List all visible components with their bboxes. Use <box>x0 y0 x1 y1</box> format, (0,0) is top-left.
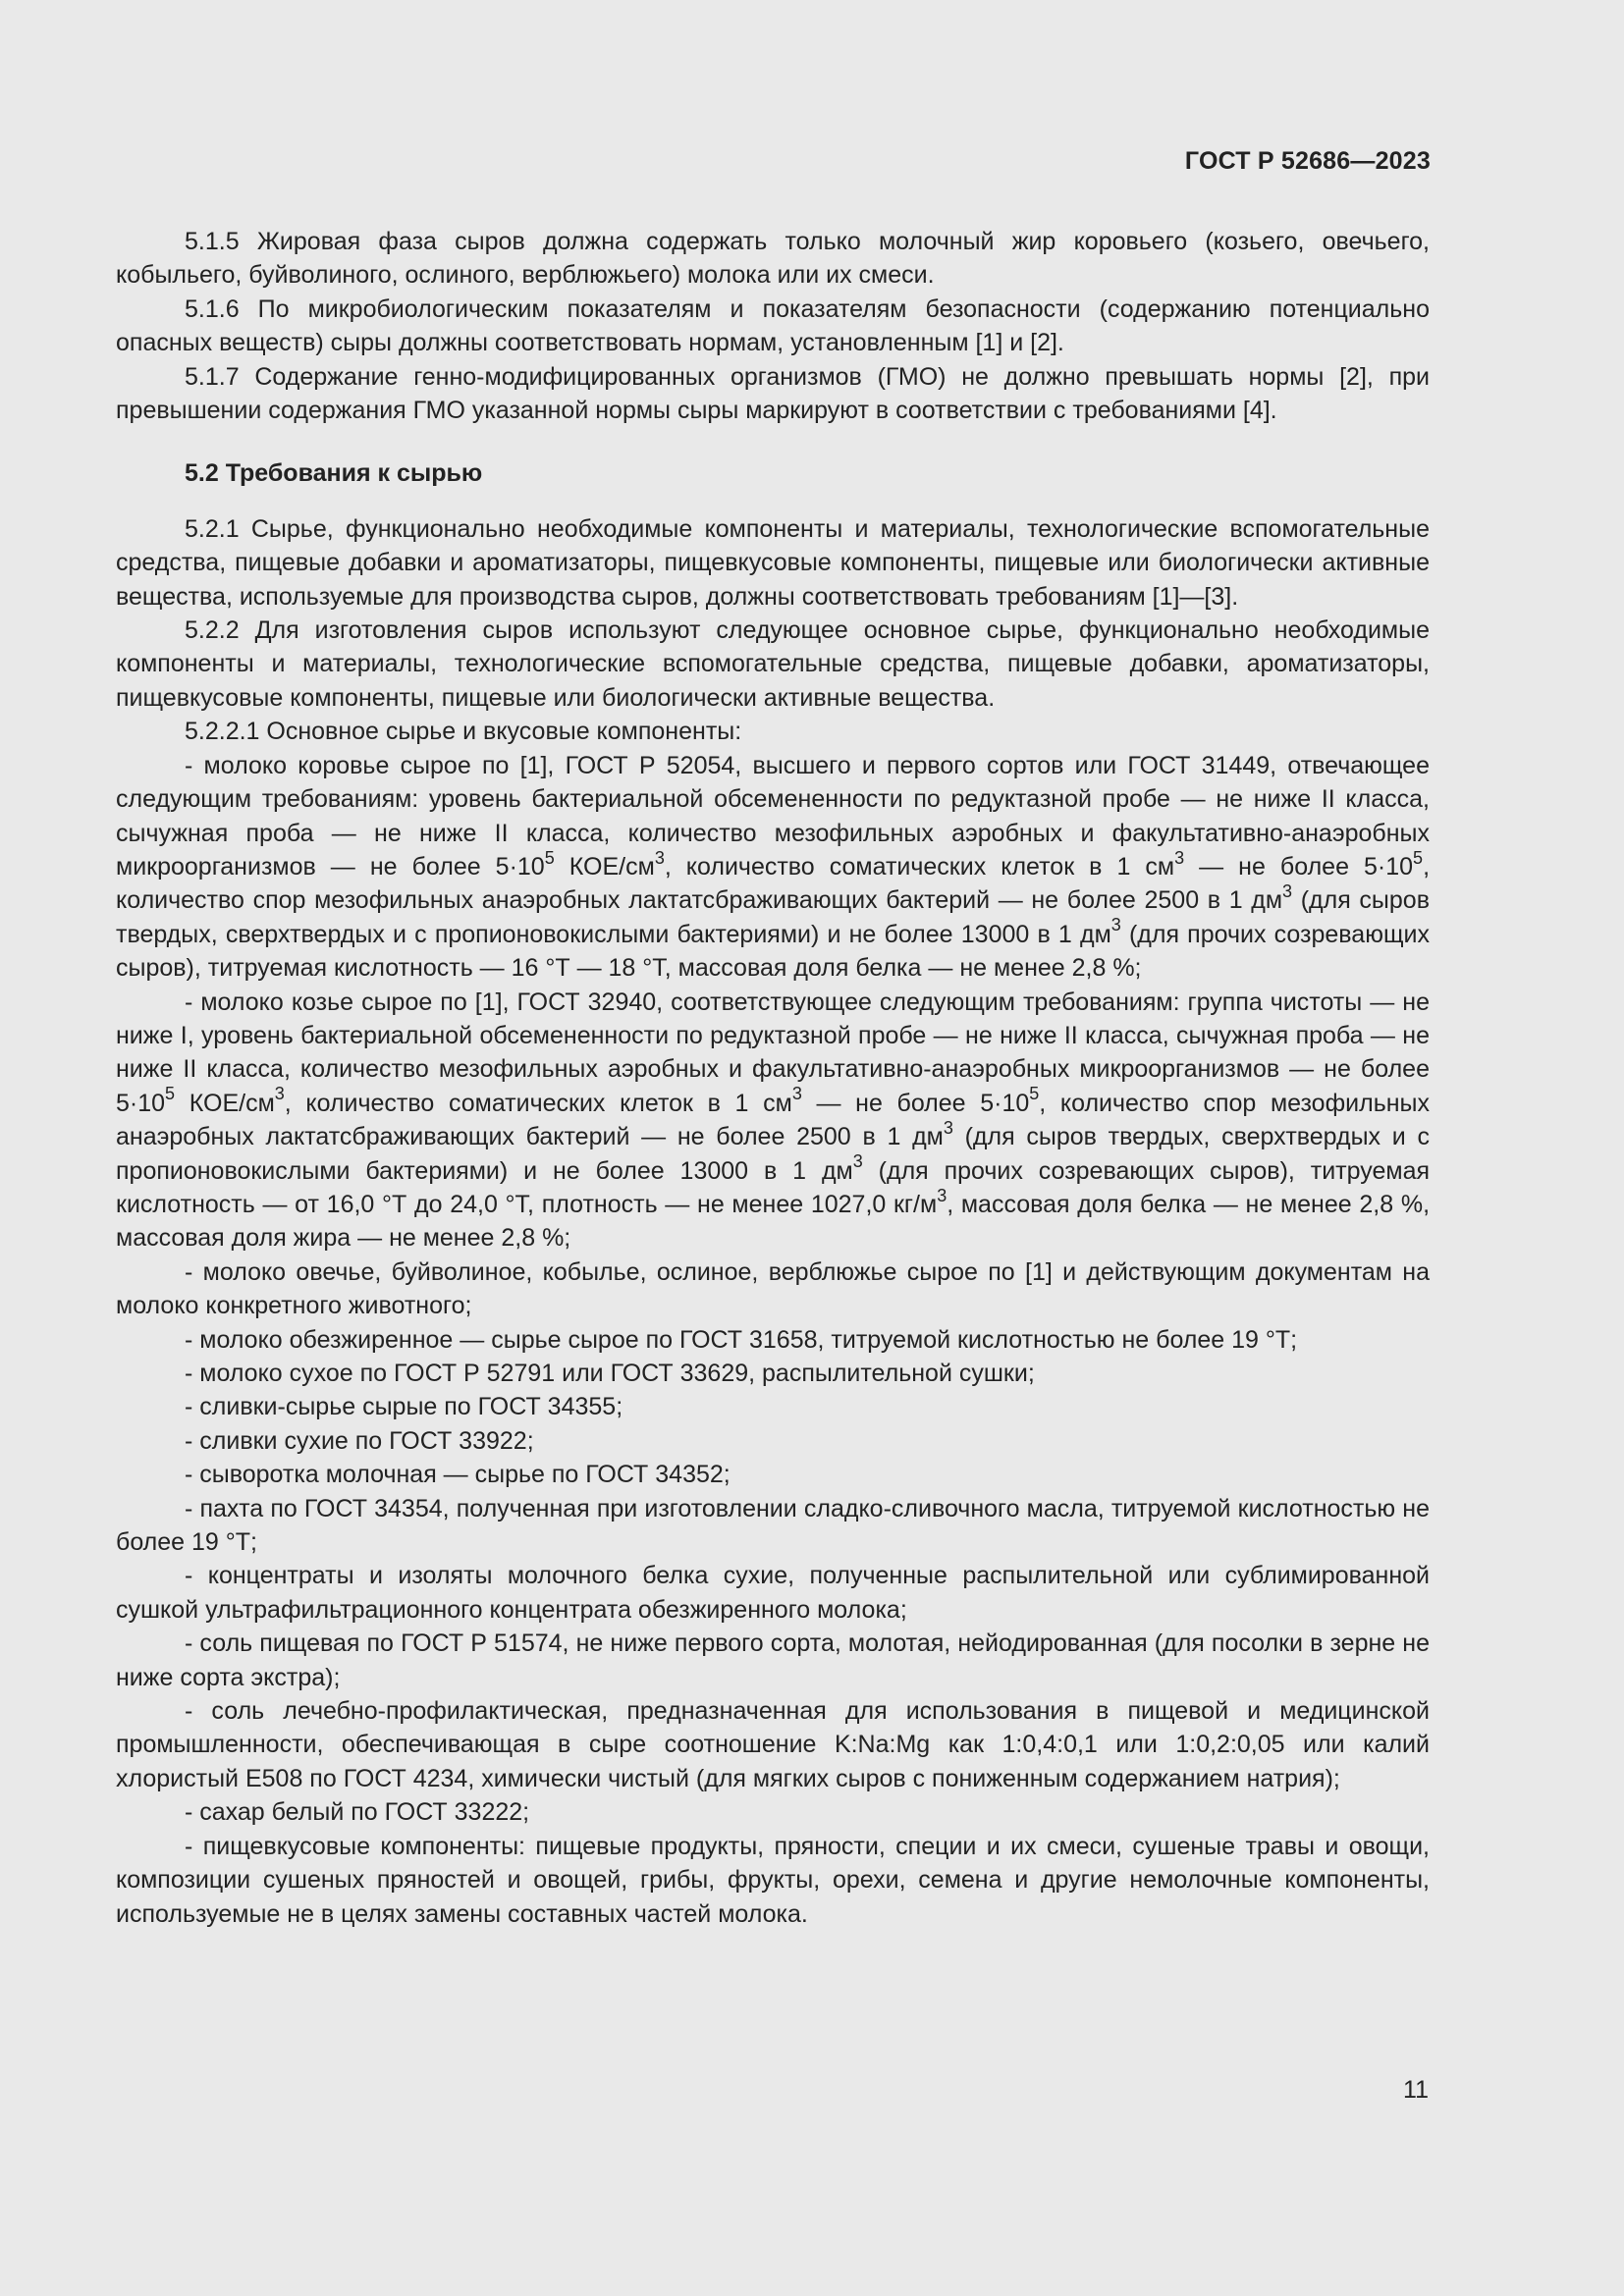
list-item: - сахар белый по ГОСТ 33222; <box>185 1798 530 1827</box>
paragraph-5-1-6: 5.1.6 По микробиологическим показателям и показателям безопасности (содержанию потенциально опасных веществ) сыры должны соответствовать нормам, установленным [1] и [2]. <box>116 294 1430 357</box>
list-item: - соль лечебно-профилактическая, предназначенная для использования в пищевой и медицинской промышленности, обеспечивающая в сыре соотношение K:Na:Mg как 1:0,4:0,1 или 1:0,2:0,05 или калий хлористый E508 по ГОСТ 4234, химически чистый (для мягких сыров с пониженным содержанием натрия); <box>116 1697 1430 1792</box>
document-header: ГОСТ Р 52686—2023 <box>1184 147 1431 175</box>
document-body <box>116 225 1430 1931</box>
paragraph-5-1-7: 5.1.7 Содержание генно-модифицированных организмов (ГМО) не должно превышать нормы [2], при превышении содержания ГМО указанной нормы сыры маркируют в соответствии с требованиями [4]. <box>116 362 1430 425</box>
list-item: - молоко обезжиренное — сырье сырое по ГОСТ 31658, титруемой кислотностью не более 19 °Т; <box>185 1325 1298 1354</box>
list-item: - молоко овечье, буйволиное, кобылье, ослиное, верблюжье сырое по [1] и действующим документам на молоко конкретного животного; <box>116 1257 1430 1320</box>
list-item: - сливки-сырье сырые по ГОСТ 34355; <box>185 1393 623 1421</box>
list-item: - соль пищевая по ГОСТ Р 51574, не ниже первого сорта, молотая, нейодированная (для посолки в зерне не ниже сорта экстра); <box>116 1629 1430 1691</box>
list-item-cow-milk: - молоко коровье сырое по [1], ГОСТ Р 52054, высшего и первого сортов или ГОСТ 31449, отвечающее следующим требованиям: уровень бактериальной обсемененности по редуктазной пробе — не ниже II класса, сычужная проба — не ниже II класса, количество мезофильных аэробных и факультативно-анаэробных микроорганизмов — не более $5\cdot 10^5$ КОЕ/$см^3$, количество соматических клеток в 1 $см^3$ — не более $5\cdot 10^5$, количество спор мезофильных анаэробных лактатсбраживающих бактерий — не более 2500 в 1 $дм^3$ (для сыров твердых, сверхтвердых и с пропионовокислыми бактериями) и не более 13000 в 1 $дм^3$ (для прочих созревающих сыров), титруемая кислотность — 16 °Т — 18 °Т, массовая доля белка — не менее 2,8 %; <box>116 751 1431 983</box>
section-heading-5-2: 5.2 Требования к сырью <box>185 459 483 488</box>
paragraph-5-1-5: 5.1.5 Жировая фаза сыров должна содержать только молочный жир коровьего (козьего, овечьего, кобыльего, буйволиного, ослиного, верблюжьего) молока или их смеси. <box>116 228 1430 290</box>
paragraph-5-2-2-1: 5.2.2.1 Основное сырье и вкусовые компоненты: <box>185 718 742 746</box>
list-item: - пищевкусовые компоненты: пищевые продукты, пряности, специи и их смеси, сушеные травы и овощи, композиции сушеных пряностей и овощей, грибы, фрукты, орехи, семена и другие немолочные компоненты, используемые не в целях замены составных частей молока. <box>116 1832 1430 1928</box>
list-item: - молоко сухое по ГОСТ Р 52791 или ГОСТ 33629, распылительной сушки; <box>185 1360 1035 1387</box>
paragraph-5-2-1: 5.2.1 Сырье, функционально необходимые компоненты и материалы, технологические вспомогательные средства, пищевые добавки и ароматизаторы, пищевкусовые компоненты, пищевые или биологически активные вещества, используемые для производства сыров, должны соответствовать требованиям [1]—[3]. <box>116 514 1430 611</box>
list-item: - концентраты и изоляты молочного белка сухие, полученные распылительной или сублимированной сушкой ультрафильтрационного концентрата обезжиренного молока; <box>116 1562 1430 1624</box>
list-item: - сыворотка молочная — сырье по ГОСТ 34352; <box>185 1461 731 1489</box>
list-item: - пахта по ГОСТ 34354, полученная при изготовлении сладко-сливочного масла, титруемой кислотностью не более 19 °Т; <box>116 1494 1430 1557</box>
list-item: - сливки сухие по ГОСТ 33922; <box>185 1426 534 1455</box>
list-item-goat-milk: - молоко козье сырое по [1], ГОСТ 32940, соответствующее следующим требованиям: группа чистоты — не ниже I, уровень бактериальной обсемененности по редуктазной пробе — не ниже II класса, сычужная проба — не ниже II класса, количество мезофильных аэробных и факультативно-анаэробных микроорганизмов — не более $5\cdot 10^5$ КОЕ/$см^3$, количество соматических клеток в 1 $см^3$ — не более $5\cdot 10^5$, количество спор мезофильных анаэробных лактатсбраживающих бактерий — не более 2500 в 1 $дм^3$ (для сыров твердых, сверхтвердых и с пропионовокислыми бактериями) и не более 13000 в 1 $дм^3$ (для прочих созревающих сыров), титруемая кислотность — от 16,0 °Т до 24,0 °Т, плотность — не менее 1027,0 $кг/м^3$, массовая доля белка — не менее 2,8 %, массовая доля жира — не менее 2,8 %; <box>116 988 1431 1253</box>
paragraph-5-2-2: 5.2.2 Для изготовления сыров используют следующее основное сырье, функционально необходимые компоненты и материалы, технологические вспомогательные средства, пищевые добавки, ароматизаторы, пищевкусовые компоненты, пищевые или биологически активные вещества. <box>116 616 1430 712</box>
page-number: 11 <box>1403 2076 1429 2104</box>
